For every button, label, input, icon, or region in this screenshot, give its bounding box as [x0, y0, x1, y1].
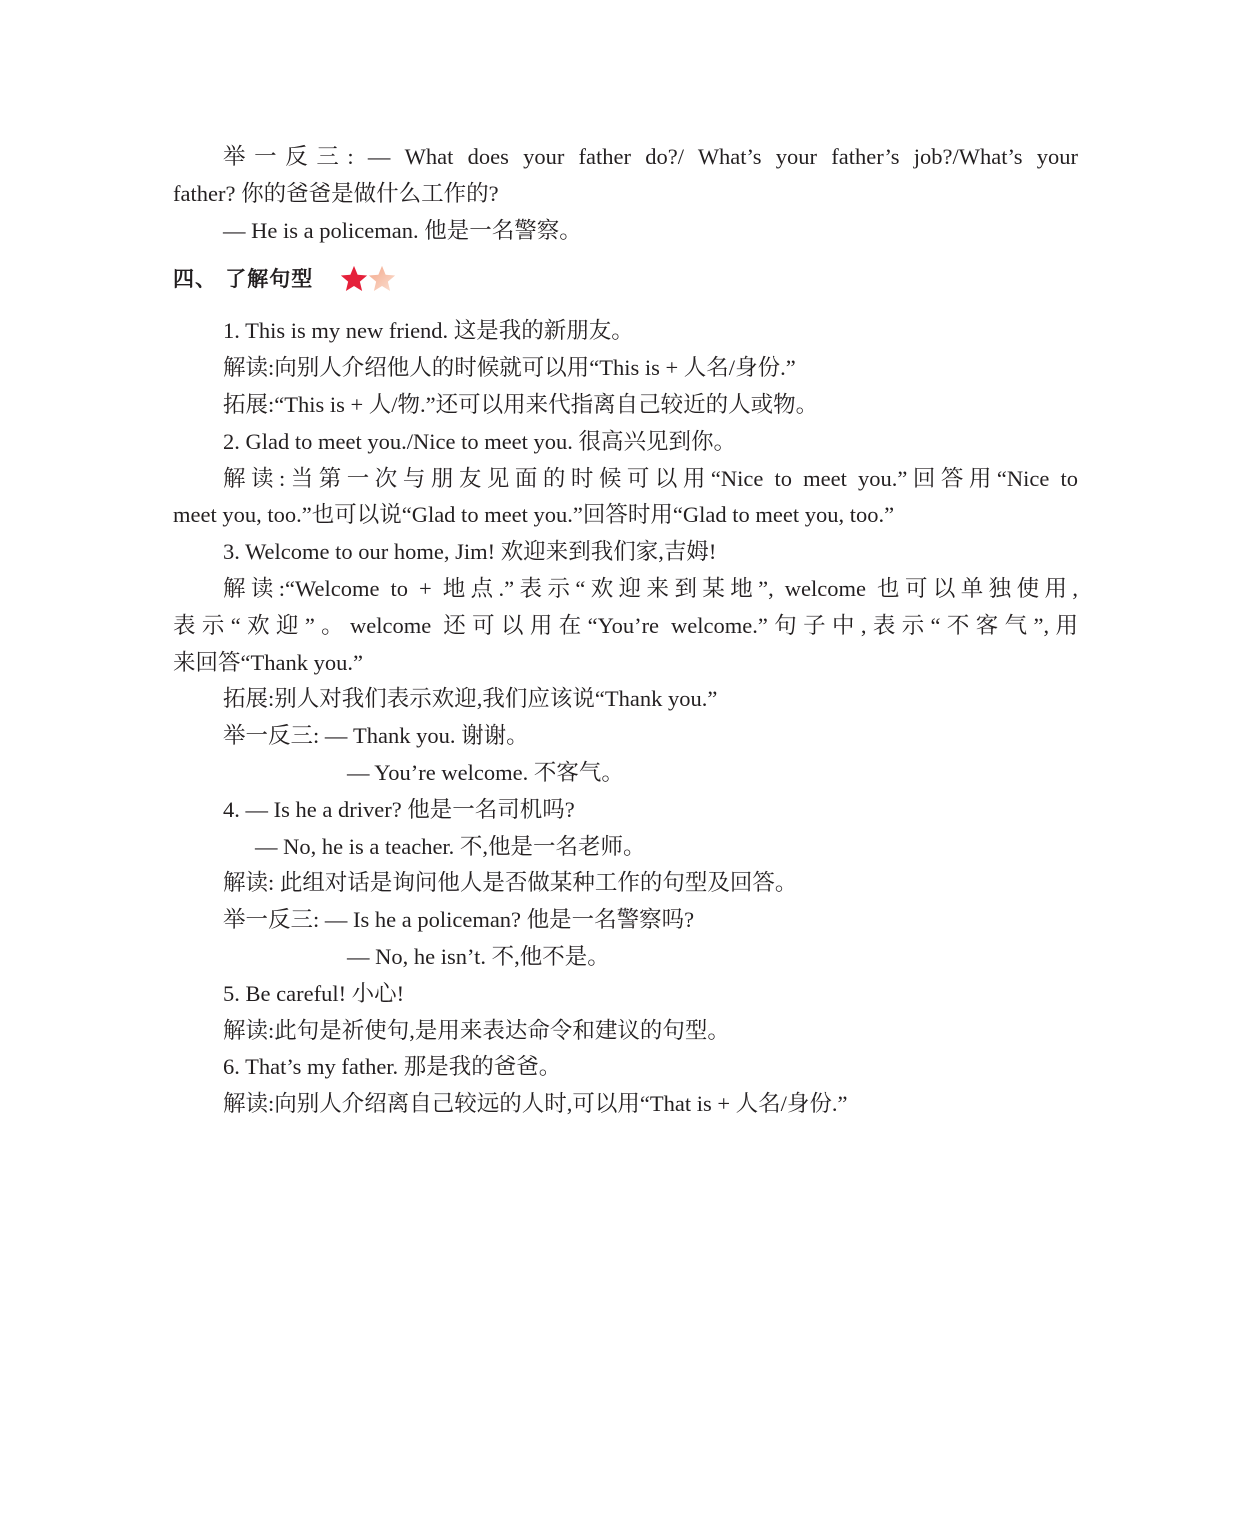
explanation-3-line-1: 解读:“Welcome to + 地点.”表示“欢迎来到某地”, welcome 也可以单独使用,	[223, 575, 1078, 601]
sentence-6: 6. That’s my father. 那是我的爸爸。	[223, 1054, 562, 1080]
extension-1: 拓展:“This is + 人/物.”还可以用来代指离自己较近的人或物。	[223, 391, 819, 417]
sentence-4-line-2: — No, he is a teacher. 不,他是一名老师。	[255, 833, 646, 859]
explanation-2-line-1: 解读:当第一次与朋友见面的时候可以用“Nice to meet you.”回答用“Nice to	[223, 465, 1078, 491]
example-4-line-1: 举一反三: — Is he a policeman? 他是一名警察吗?	[223, 907, 695, 933]
sentence-1: 1. This is my new friend. 这是我的新朋友。	[223, 318, 634, 344]
example-line-3: — He is a policeman. 他是一名警察。	[223, 217, 582, 243]
sentence-2: 2. Glad to meet you./Nice to meet you. 很高兴见到你。	[223, 428, 737, 454]
example-line-1: 举一反三: — What does your father do?/ What’s your father’s job?/What’s your	[223, 144, 1078, 169]
example-3-line-1: 举一反三: — Thank you. 谢谢。	[223, 723, 529, 749]
explanation-4: 解读: 此组对话是询问他人是否做某种工作的句型及回答。	[223, 870, 798, 896]
document-page	[173, 139, 1078, 1123]
section-heading	[173, 257, 1078, 301]
section-heading-text: 四、 了解句型	[173, 267, 314, 292]
explanation-6: 解读:向别人介绍离自己较远的人时,可以用“That is + 人名/身份.”	[223, 1091, 848, 1117]
star-filled-icon	[339, 264, 369, 294]
sentence-4-line-1: 4. — Is he a driver? 他是一名司机吗?	[223, 796, 575, 822]
example-line-2: father? 你的爸爸是做什么工作的?	[173, 180, 499, 206]
sentence-3: 3. Welcome to our home, Jim! 欢迎来到我们家,吉姆!	[223, 539, 717, 565]
extension-3: 拓展:别人对我们表示欢迎,我们应该说“Thank you.”	[223, 686, 718, 712]
explanation-3-line-3: 来回答“Thank you.”	[173, 649, 363, 675]
explanation-5: 解读:此句是祈使句,是用来表达命令和建议的句型。	[223, 1017, 730, 1043]
star-light-icon	[367, 264, 397, 294]
difficulty-rating	[339, 264, 397, 294]
sentence-5: 5. Be careful! 小心!	[223, 980, 405, 1006]
example-3-line-2: — You’re welcome. 不客气。	[347, 759, 624, 785]
explanation-2-line-2: meet you, too.”也可以说“Glad to meet you.”回答时用“Glad to meet you, too.”	[173, 502, 895, 528]
explanation-1: 解读:向别人介绍他人的时候就可以用“This is + 人名/身份.”	[223, 355, 796, 381]
example-4-line-2: — No, he isn’t. 不,他不是。	[347, 943, 610, 969]
explanation-3-line-2: 表示“欢迎”。welcome 还可以用在“You’re welcome.”句子中,表示“不客气”,用	[173, 612, 1078, 638]
